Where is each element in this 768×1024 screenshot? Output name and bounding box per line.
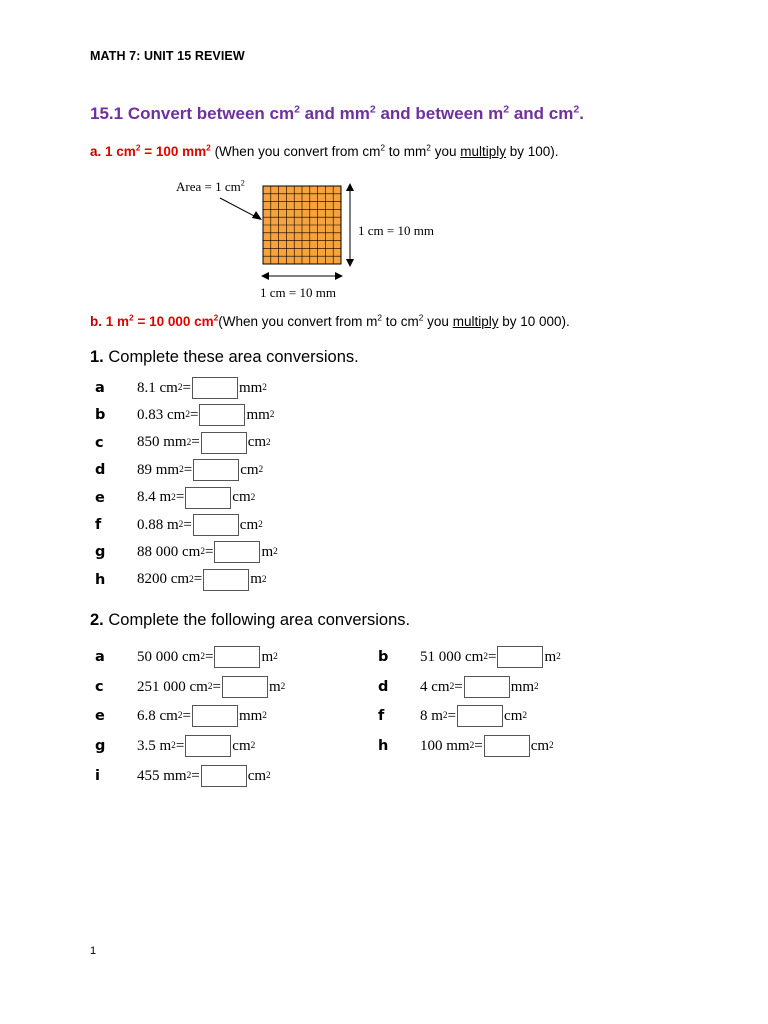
item-expression: 3.5 m 2 = cm 2: [137, 735, 255, 757]
item-equals: =: [454, 678, 463, 695]
conversion-item: [378, 676, 539, 698]
item-unit: m: [544, 648, 557, 665]
item-unit: m: [261, 543, 274, 560]
answer-box[interactable]: [214, 646, 260, 668]
section-title: [90, 104, 584, 124]
conversion-item: [95, 487, 255, 509]
horizontal-arrow-right: [335, 272, 343, 280]
pointer-arrowhead: [252, 211, 262, 220]
item-expression: 8.4 m 2 = cm 2: [137, 487, 255, 509]
item-equals: =: [204, 648, 214, 665]
rule-a: [90, 144, 559, 159]
item-unit: mm: [246, 406, 270, 423]
item-letter: h: [95, 571, 106, 588]
item-equals: =: [474, 737, 483, 754]
horizontal-arrow-left: [261, 272, 269, 280]
cm-square-grid: [263, 186, 341, 264]
item-letter: b: [95, 407, 106, 424]
item-equals: =: [183, 516, 192, 533]
item-letter: i: [95, 768, 100, 784]
item-letter: c: [95, 434, 104, 451]
side-length-label: 1 cm = 10 mm: [358, 223, 434, 238]
item-lhs: 50 000 cm: [137, 648, 201, 665]
conversion-item: [95, 404, 274, 426]
rule-b-fact: 1 $m^2 = 10$ 000 $cm^2$: [105, 312, 219, 329]
item-unit: cm: [232, 737, 251, 754]
answer-box[interactable]: [201, 432, 247, 454]
item-equals: =: [175, 489, 185, 506]
item-letter: d: [378, 679, 389, 695]
rule-a-note: (When you convert from $cm^2$ to $mm^2$ you multiply by 100).: [214, 142, 559, 159]
conversion-item: [95, 432, 271, 454]
conversion-item: [95, 569, 267, 591]
rule-b-note: (When you convert from $m^2$ to $cm^2$ you multiply by 10 000).: [218, 312, 570, 329]
item-letter: e: [95, 489, 105, 506]
answer-box[interactable]: [192, 705, 238, 727]
item-equals: =: [212, 678, 221, 695]
rule-a-fact: 1 $cm^2 = 100$ $mm^2$: [105, 142, 211, 159]
pointer-arrow: [220, 198, 258, 218]
item-equals: =: [183, 461, 193, 478]
item-equals: =: [175, 737, 185, 754]
item-lhs: 850 mm: [137, 434, 187, 451]
answer-box[interactable]: [222, 676, 268, 698]
item-letter: h: [378, 738, 389, 754]
item-lhs: 8.1 cm: [137, 379, 178, 396]
conversion-item: [95, 735, 255, 757]
item-letter: e: [95, 708, 105, 724]
question-2-title: 2. Complete the following area conversions.: [90, 611, 411, 629]
item-letter: f: [378, 708, 385, 724]
item-lhs: 100 mm: [420, 737, 470, 754]
item-equals: =: [204, 543, 214, 560]
question-1-title: 1. Complete these area conversions.: [90, 348, 359, 366]
item-unit: cm: [530, 737, 550, 754]
section-title-text: Convert between $cm^2$ and $mm^2$ and between $m^2$ and $cm^2$.: [127, 103, 584, 123]
answer-box[interactable]: [185, 735, 231, 757]
answer-box[interactable]: [199, 404, 245, 426]
answer-box[interactable]: [214, 541, 260, 563]
answer-box[interactable]: [497, 646, 543, 668]
item-expression: 4 cm 2 = mm 2: [420, 676, 539, 698]
conversion-item: [378, 735, 554, 757]
item-equals: =: [189, 406, 199, 423]
rule-b: [90, 314, 570, 329]
item-unit: cm: [247, 767, 267, 784]
bottom-length-label: 1 cm = 10 mm: [260, 285, 336, 300]
item-lhs: 8 m: [420, 707, 443, 724]
section-number: 15.1: [90, 104, 124, 123]
item-lhs: 6.8 cm: [137, 707, 178, 724]
item-expression: 8200 cm 2 = m 2: [137, 569, 267, 591]
vertical-arrow-down: [346, 259, 354, 267]
conversion-item: [95, 676, 285, 698]
item-letter: d: [95, 462, 106, 479]
item-unit: cm: [504, 707, 523, 724]
item-lhs: 3.5 m: [137, 737, 172, 754]
item-equals: =: [487, 648, 497, 665]
item-lhs: 8.4 m: [137, 489, 172, 506]
item-expression: 8 m 2 = cm 2: [420, 705, 527, 727]
item-unit: mm: [238, 379, 263, 396]
item-letter: f: [95, 517, 102, 533]
item-equals: =: [191, 434, 200, 451]
item-unit: mm: [238, 707, 263, 724]
item-lhs: 251 000 cm: [137, 678, 208, 695]
answer-box[interactable]: [203, 569, 249, 591]
area-diagram: [210, 180, 370, 290]
item-equals: =: [447, 707, 457, 724]
vertical-arrow-up: [346, 183, 354, 191]
answer-box[interactable]: [201, 765, 247, 787]
document-header: MATH 7: UNIT 15 REVIEW: [90, 49, 245, 63]
conversion-item: [95, 765, 271, 787]
conversion-item: [378, 646, 561, 668]
answer-box[interactable]: [484, 735, 530, 757]
item-lhs: 8200 cm: [137, 571, 190, 588]
item-expression: 0.83 cm 2 = mm 2: [137, 404, 274, 426]
answer-box[interactable]: [185, 487, 231, 509]
item-unit: cm: [247, 434, 267, 451]
item-unit: cm: [239, 516, 259, 533]
item-letter: g: [95, 738, 106, 754]
conversion-item: [95, 514, 263, 536]
item-unit: m: [250, 571, 262, 588]
answer-box[interactable]: [193, 514, 239, 536]
item-equals: =: [193, 571, 203, 588]
item-lhs: 89 mm: [137, 461, 180, 478]
item-lhs: 0.88 m: [137, 516, 179, 533]
conversion-item: [95, 646, 278, 668]
conversion-item: [95, 459, 263, 481]
item-expression: 51 000 cm 2 = m 2: [420, 646, 561, 668]
item-expression: 0.88 m 2 = cm 2: [137, 514, 263, 536]
item-letter: a: [95, 649, 105, 665]
item-equals: =: [182, 707, 191, 724]
item-expression: 89 mm 2 = cm 2: [137, 459, 263, 481]
item-letter: c: [95, 679, 104, 695]
rule-a-label: a.: [90, 144, 102, 159]
item-expression: 850 mm 2 = cm 2: [137, 432, 271, 454]
item-expression: 88 000 cm 2 = m 2: [137, 541, 278, 563]
conversion-item: [378, 705, 527, 727]
item-unit: cm: [240, 461, 259, 478]
item-unit: cm: [232, 489, 251, 506]
page-number: 1: [90, 945, 97, 957]
item-lhs: 51 000 cm: [420, 648, 484, 665]
conversion-item: [95, 377, 267, 399]
answer-box[interactable]: [192, 377, 238, 399]
item-lhs: 455 mm: [137, 767, 187, 784]
conversion-item: [95, 541, 278, 563]
answer-box[interactable]: [193, 459, 239, 481]
rule-b-label: b.: [90, 314, 102, 329]
item-lhs: 0.83 cm: [137, 406, 186, 423]
item-expression: 8.1 cm 2 = mm 2: [137, 377, 267, 399]
item-letter: a: [95, 380, 105, 396]
item-equals: =: [182, 379, 191, 396]
item-unit: mm: [510, 678, 535, 695]
answer-box[interactable]: [464, 676, 510, 698]
conversion-item: [95, 705, 267, 727]
area-label: Area = 1 $cm^2$: [176, 178, 245, 194]
item-lhs: 4 cm: [420, 678, 450, 695]
item-letter: g: [95, 544, 106, 561]
item-unit: m: [261, 648, 274, 665]
item-expression: 6.8 cm 2 = mm 2: [137, 705, 267, 727]
item-unit: m: [268, 678, 281, 695]
item-equals: =: [191, 767, 200, 784]
item-expression: 50 000 cm 2 = m 2: [137, 646, 278, 668]
item-expression: 251 000 cm 2 = m 2: [137, 676, 285, 698]
item-expression: 100 mm 2 = cm 2: [420, 735, 554, 757]
answer-box[interactable]: [457, 705, 503, 727]
item-lhs: 88 000 cm: [137, 543, 201, 560]
item-letter: b: [378, 649, 389, 665]
item-expression: 455 mm 2 = cm 2: [137, 765, 271, 787]
